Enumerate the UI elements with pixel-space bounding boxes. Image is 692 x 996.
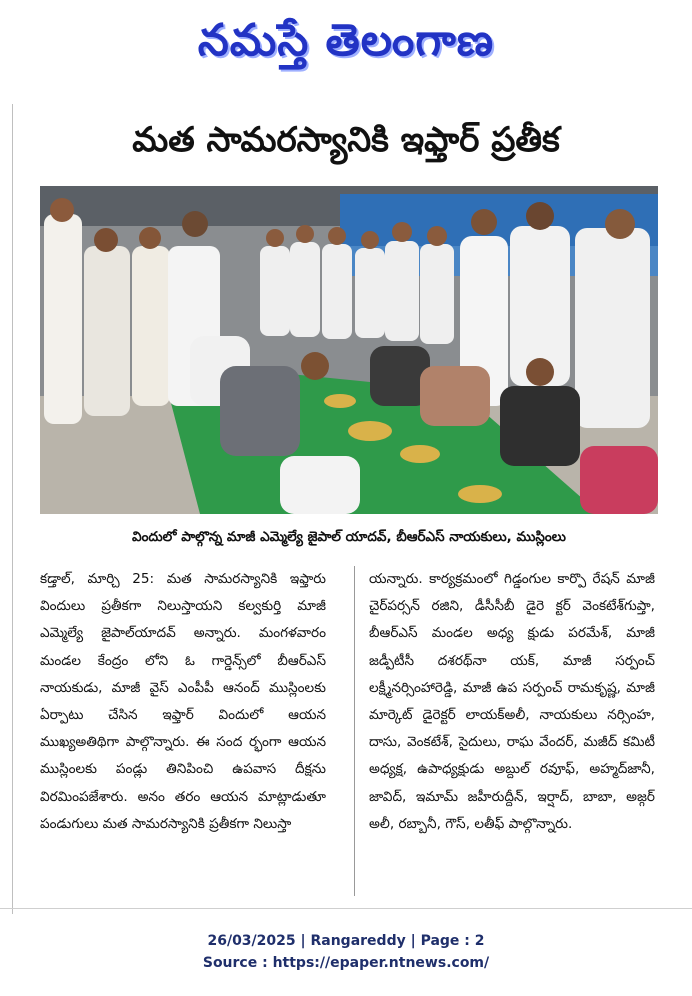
photo-caption: విందులో పాల్గొన్న మాజీ ఎమ్మెల్యే జైపాల్ యాదవ్, బీఆర్ఎస్ నాయకులు, ముస్లింలు	[132, 529, 566, 545]
footer-date-edition: 26/03/2025 | Rangareddy | Page : 2	[207, 933, 485, 949]
column-divider	[354, 566, 355, 896]
footer	[0, 930, 692, 974]
article-column-1: కడ్తాల్, మార్చి 25: మత సామరస్యానికి ఇఫ్తారు విందులు ప్రతీకగా నిలుస్తాయని కల్వకుర్తి మాజీ ఎమ్మెల్యే జైపాల్‌యాదవ్ అన్నారు. మంగళవారం మండల కేంద్రం లోని ఓ గార్డెన్స్‌లో బీఆర్ఎస్ నాయకుడు, మాజీ వైస్ ఎంపీపీ ఆనంద్ ముస్లింలకు ఏర్పాటు చేసిన ఇఫ్తార్ విందులో ఆయన ముఖ్యఅతిథిగా పాల్గొన్నారు. ఈ సంద ర్భంగా ఆయన ముస్లింలకు పండ్లు తినిపించి ఉపవాస దీక్షను విరమింపజేశారు. అనం తరం ఆయన మాట్లాడుతూ పండుగులు మత సామరస్యానికి ప్రతీకగా నిలుస్తా	[40, 571, 326, 832]
bottom-rule	[0, 908, 692, 909]
article-column-2: యన్నారు. కార్యక్రమంలో గిడ్డంగుల కార్పొ రేషన్ మాజీ చైర్‌పర్సన్ రజిని, డీసీసీబీ డైరె క్టర్ వెంకటేశ్‌గుప్తా, బీఆర్ఎస్ మండల అధ్య క్షుడు పరమేశ్, మాజీ జడ్పీటీసీ దశరథ్‌నా యక్, మాజీ సర్పంచ్ లక్ష్మీనర్సింహారెడ్డి, మాజీ ఉప సర్పంచ్ రామకృష్ణ, మాజీ మార్కెట్ డైరెక్టర్ లాయక్‌అలీ, నాయకులు నర్సింహ, దాసు, వెంకటేశ్, సైదులు, రాఘ వేందర్, మజీద్ కమిటీ అధ్యక్ష, ఉపాధ్యక్షుడు అబ్దుల్ రవూఫ్, అహ్మద్‌జానీ, జావిద్, ఇమామ్ జహీరుద్దీన్, ఇర్షాద్, బాబా, అజ్గర్ అలీ, రబ్బానీ, గౌస్, లతీఫ్ పాల్గొన్నారు.	[369, 571, 655, 832]
news-photo	[40, 186, 658, 514]
footer-source-link[interactable]: Source : https://epaper.ntnews.com/	[202, 955, 490, 971]
masthead-logo: నమస్తే తెలంగాణ	[197, 15, 495, 66]
iftar-gathering-photo	[40, 186, 658, 514]
headline: మత సామరస్యానికి ఇఫ్తార్ ప్రతీక	[132, 120, 560, 160]
